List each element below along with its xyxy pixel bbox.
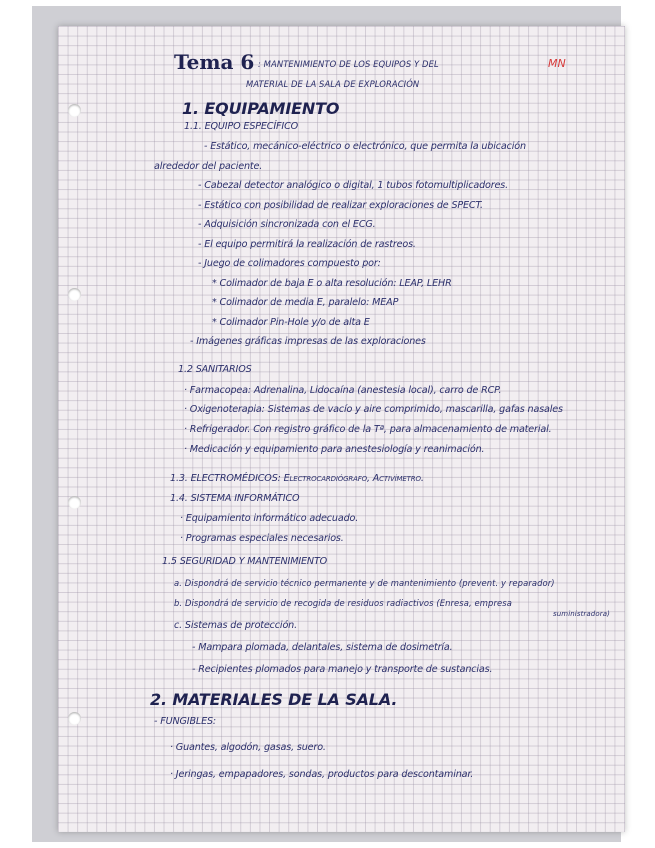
note-line: * Colimador de media E, paralelo: MEAP (212, 297, 399, 308)
note-line: b. Dispondrá de servicio de recogida de residuos radiactivos (Enresa, empresa (174, 598, 512, 608)
subsection-heading: 1.3. ELECTROMÉDICOS: Electrocardiógrafo, Activímetro. (170, 473, 424, 484)
note-line: - El equipo permitirá la realización de rastreos. (198, 239, 416, 250)
grid-paper-sheet (58, 26, 625, 832)
author-initials: MN (548, 57, 566, 70)
note-line: - Adquisición sincronizada con el ECG. (198, 219, 376, 230)
subsection-heading: 1.5 SEGURIDAD Y MANTENIMIENTO (162, 556, 328, 567)
section-heading: 1. EQUIPAMIENTO (182, 99, 340, 118)
note-line: alrededor del paciente. (154, 161, 263, 172)
note-line: · Equipamiento informático adecuado. (180, 513, 359, 524)
note-line: - Recipientes plomados para manejo y transporte de sustancias. (192, 664, 493, 675)
note-line: - Juego de colimadores compuesto por: (198, 258, 381, 269)
page-title: Tema 6 (174, 50, 255, 74)
note-line: a. Dispondrá de servicio técnico permanente y de mantenimiento (prevent. y reparador) (174, 578, 555, 588)
note-line: * Colimador Pin-Hole y/o de alta E (212, 317, 370, 328)
binder-hole (68, 288, 81, 301)
binder-hole (68, 496, 81, 509)
binder-hole (68, 712, 81, 725)
note-line: c. Sistemas de protección. (174, 620, 297, 631)
note-line: · Programas especiales necesarios. (180, 533, 344, 544)
note-line: - Estático con posibilidad de realizar exploraciones de SPECT. (198, 200, 483, 211)
note-line: suministradora) (553, 610, 610, 618)
note-line: · Jeringas, empapadores, sondas, productos para descontaminar. (170, 769, 474, 780)
note-line: - Cabezal detector analógico o digital, 1 tubos fotomultiplicadores. (198, 180, 509, 191)
note-line: - Estático, mecánico-eléctrico o electrónico, que permita la ubicación (204, 141, 526, 152)
section-heading: 2. MATERIALES DE LA SALA. (150, 690, 398, 709)
note-line: · Refrigerador. Con registro gráfico de la Tª, para almacenamiento de material. (184, 424, 552, 435)
note-line: · Medicación y equipamiento para anestesiología y reanimación. (184, 444, 485, 455)
note-line: · Guantes, algodón, gasas, suero. (170, 742, 326, 753)
subsection-heading: 1.1. EQUIPO ESPECÍFICO (184, 121, 299, 132)
note-line: - Imágenes gráficas impresas de las exploraciones (190, 336, 426, 347)
note-line: - Mampara plomada, delantales, sistema de dosimetría. (192, 642, 453, 653)
page-subtitle-line2: MATERIAL DE LA SALA DE EXPLORACIÓN (246, 79, 420, 89)
binder-hole (68, 104, 81, 117)
page-subtitle-line1: : MANTENIMIENTO DE LOS EQUIPOS Y DEL (258, 59, 439, 69)
note-line: · Oxigenoterapia: Sistemas de vacío y aire comprimido, mascarilla, gafas nasales (184, 404, 563, 415)
subsection-heading: 1.4. SISTEMA INFORMÁTICO (170, 493, 300, 504)
subsection-heading: 1.2 SANITARIOS (178, 364, 252, 375)
subsection-heading: - FUNGIBLES: (154, 716, 217, 727)
photo-background (32, 6, 621, 842)
note-line: * Colimador de baja E o alta resolución: LEAP, LEHR (212, 278, 452, 289)
note-line: · Farmacopea: Adrenalina, Lidocaína (anestesia local), carro de RCP. (184, 385, 502, 396)
